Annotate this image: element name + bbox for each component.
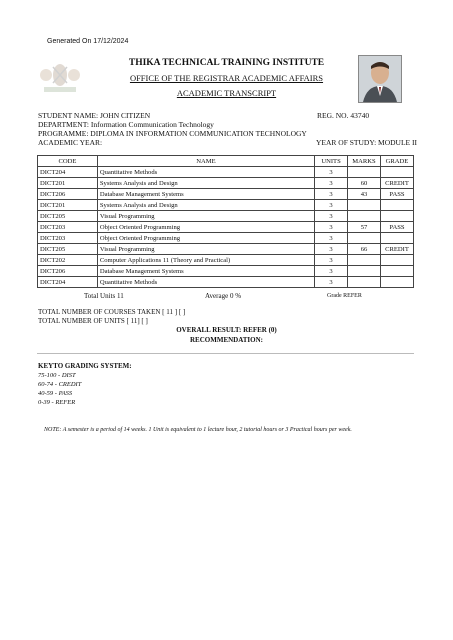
cell-marks: 57 bbox=[348, 222, 381, 233]
cell-marks: 43 bbox=[348, 189, 381, 200]
table-row bbox=[38, 189, 414, 200]
cell-name: Visual Programming bbox=[97, 211, 314, 222]
recommendation: RECOMMENDATION: bbox=[190, 336, 263, 344]
cell-grade bbox=[380, 200, 413, 211]
table-row bbox=[38, 277, 414, 288]
cell-units: 3 bbox=[315, 178, 348, 189]
results-table bbox=[37, 155, 414, 288]
table-row bbox=[38, 211, 414, 222]
cell-marks bbox=[348, 266, 381, 277]
table-row bbox=[38, 222, 414, 233]
cell-grade: CREDIT bbox=[380, 178, 413, 189]
table-row bbox=[38, 200, 414, 211]
cell-units: 3 bbox=[315, 277, 348, 288]
average: Average 0 % bbox=[205, 292, 242, 300]
cell-grade bbox=[380, 211, 413, 222]
cell-units: 3 bbox=[315, 233, 348, 244]
cell-marks bbox=[348, 233, 381, 244]
cell-code: DICT205 bbox=[38, 211, 98, 222]
student-name: STUDENT NAME: JOHN CITIZEN bbox=[38, 111, 151, 120]
cell-marks bbox=[348, 211, 381, 222]
cell-code: DICT205 bbox=[38, 244, 98, 255]
cell-marks bbox=[348, 200, 381, 211]
generated-date: Generated On 17/12/2024 bbox=[47, 38, 129, 45]
cell-name: Visual Programming bbox=[97, 244, 314, 255]
overall-grade: Grade REFER bbox=[327, 293, 362, 299]
header-grade: GRADE bbox=[380, 156, 413, 167]
academic-year: ACADEMIC YEAR: bbox=[38, 138, 103, 147]
cell-grade bbox=[380, 255, 413, 266]
cell-units: 3 bbox=[315, 211, 348, 222]
cell-name: Quantitative Methods bbox=[97, 277, 314, 288]
cell-code: DICT201 bbox=[38, 178, 98, 189]
department: DEPARTMENT: Information Communication Technology bbox=[38, 120, 214, 129]
cell-name: Quantitative Methods bbox=[97, 167, 314, 178]
cell-units: 3 bbox=[315, 266, 348, 277]
cell-name: Database Management Systems bbox=[97, 266, 314, 277]
cell-units: 3 bbox=[315, 200, 348, 211]
table-row bbox=[38, 244, 414, 255]
table-row bbox=[38, 178, 414, 189]
institute-name: THIKA TECHNICAL TRAINING INSTITUTE bbox=[128, 58, 325, 68]
cell-marks: 66 bbox=[348, 244, 381, 255]
cell-units: 3 bbox=[315, 222, 348, 233]
table-header-row bbox=[38, 156, 414, 167]
header-name: NAME bbox=[97, 156, 314, 167]
footnote: NOTE: A semester is a period of 14 weeks. 1 Unit is equivalent to 1 lecture hour, 2 tutorial hours or 3 Practical hours per week. bbox=[44, 427, 352, 433]
cell-units: 3 bbox=[315, 167, 348, 178]
cell-code: DICT206 bbox=[38, 189, 98, 200]
header-code: CODE bbox=[38, 156, 98, 167]
cell-grade: PASS bbox=[380, 222, 413, 233]
grading-title: KEYTO GRADING SYSTEM: bbox=[38, 362, 132, 370]
cell-name: Computer Applications 11 (Theory and Practical) bbox=[97, 255, 314, 266]
document-title: ACADEMIC TRANSCRIPT bbox=[176, 88, 277, 98]
cell-marks bbox=[348, 277, 381, 288]
units-taken: TOTAL NUMBER OF UNITS [ 11] [ ] bbox=[38, 317, 148, 325]
grading-item: 60-74 - CREDIT bbox=[38, 381, 82, 388]
table-row bbox=[38, 266, 414, 277]
grading-item: 40-59 - PASS bbox=[38, 390, 73, 397]
grading-item: 0-39 - REFER bbox=[38, 399, 76, 406]
cell-grade: CREDIT bbox=[380, 244, 413, 255]
cell-code: DICT203 bbox=[38, 233, 98, 244]
cell-marks bbox=[348, 167, 381, 178]
programme: PROGRAMME: DIPLOMA IN INFORMATION COMMUNICATION TECHNOLOGY bbox=[38, 129, 307, 138]
table-row bbox=[38, 167, 414, 178]
cell-name: Object Oriented Programming bbox=[97, 222, 314, 233]
cell-name: Systems Analysis and Design bbox=[97, 200, 314, 211]
header-units: UNITS bbox=[315, 156, 348, 167]
cell-units: 3 bbox=[315, 244, 348, 255]
cell-code: DICT203 bbox=[38, 222, 98, 233]
year-of-study: YEAR OF STUDY: MODULE II bbox=[316, 138, 417, 147]
cell-name: Database Management Systems bbox=[97, 189, 314, 200]
table-row bbox=[38, 233, 414, 244]
grading-item: 75-100 - DIST bbox=[38, 372, 76, 379]
cell-name: Object Oriented Programming bbox=[97, 233, 314, 244]
cell-grade bbox=[380, 266, 413, 277]
cell-code: DICT202 bbox=[38, 255, 98, 266]
cell-marks bbox=[348, 255, 381, 266]
divider bbox=[37, 353, 414, 354]
cell-code: DICT204 bbox=[38, 277, 98, 288]
cell-units: 3 bbox=[315, 255, 348, 266]
cell-code: DICT201 bbox=[38, 200, 98, 211]
cell-grade bbox=[380, 233, 413, 244]
header-marks: MARKS bbox=[348, 156, 381, 167]
reg-number: REG. NO. 43740 bbox=[317, 111, 370, 120]
cell-code: DICT206 bbox=[38, 266, 98, 277]
cell-units: 3 bbox=[315, 189, 348, 200]
cell-code: DICT204 bbox=[38, 167, 98, 178]
overall-result: OVERALL RESULT: REFER (0) bbox=[176, 326, 277, 334]
cell-name: Systems Analysis and Design bbox=[97, 178, 314, 189]
total-units: Total Units 11 bbox=[84, 292, 124, 300]
cell-marks: 60 bbox=[348, 178, 381, 189]
table-row bbox=[38, 255, 414, 266]
cell-grade: PASS bbox=[380, 189, 413, 200]
cell-grade bbox=[380, 277, 413, 288]
cell-grade bbox=[380, 167, 413, 178]
office-name: OFFICE OF THE REGISTRAR ACADEMIC AFFAIRS bbox=[129, 73, 324, 83]
courses-taken: TOTAL NUMBER OF COURSES TAKEN [ 11 ] [ ] bbox=[38, 308, 186, 316]
